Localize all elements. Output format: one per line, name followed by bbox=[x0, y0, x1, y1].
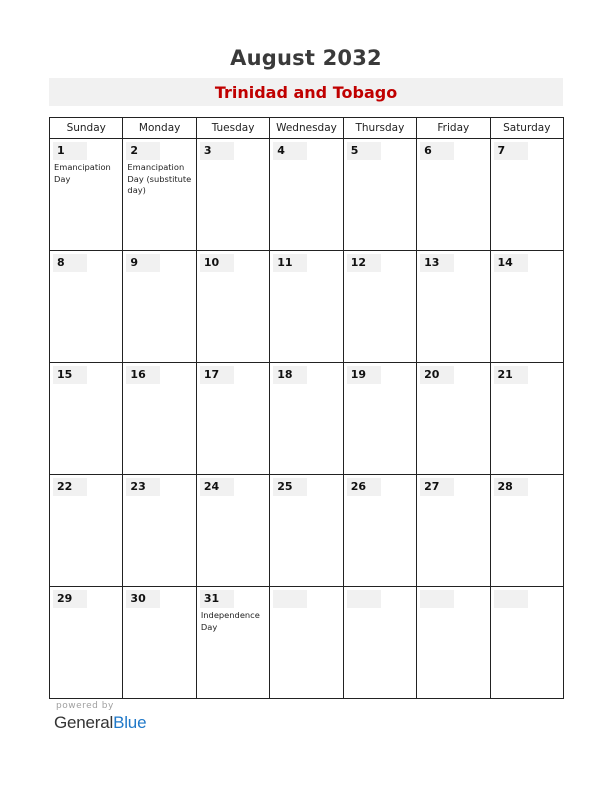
day-number: 10 bbox=[203, 256, 220, 269]
weekday-thursday: Thursday bbox=[343, 118, 416, 139]
day-cell bbox=[417, 139, 490, 251]
day-cell bbox=[343, 363, 416, 475]
empty-day-cell bbox=[343, 587, 416, 699]
day-number: 23 bbox=[130, 480, 146, 493]
day-number: 30 bbox=[130, 592, 146, 605]
day-number: 17 bbox=[203, 368, 220, 381]
day-number-box bbox=[494, 590, 528, 608]
day-cell bbox=[50, 475, 123, 587]
calendar-title: August 2032 bbox=[230, 46, 382, 70]
day-cell bbox=[490, 475, 563, 587]
weekday-friday: Friday bbox=[417, 118, 490, 139]
country-name: Trinidad and Tobago bbox=[214, 83, 398, 102]
day-cell bbox=[123, 587, 196, 699]
day-cell bbox=[196, 251, 269, 363]
brand-blue-text: Blue bbox=[113, 713, 147, 732]
day-number: 29 bbox=[57, 592, 73, 605]
day-cell bbox=[50, 587, 123, 699]
week-row bbox=[50, 139, 564, 251]
day-number: 24 bbox=[203, 480, 220, 493]
day-number: 11 bbox=[277, 256, 293, 269]
generalblue-logo[interactable] bbox=[54, 713, 146, 733]
day-cell bbox=[417, 363, 490, 475]
day-number: 26 bbox=[350, 480, 366, 493]
day-number: 16 bbox=[130, 368, 146, 381]
day-cell bbox=[196, 363, 269, 475]
day-number: 22 bbox=[57, 480, 73, 493]
day-cell bbox=[343, 251, 416, 363]
day-number: 31 bbox=[203, 592, 220, 605]
day-cell bbox=[490, 363, 563, 475]
day-cell bbox=[343, 139, 416, 251]
day-number: 5 bbox=[350, 144, 359, 157]
day-number: 12 bbox=[350, 256, 366, 269]
day-cell bbox=[196, 139, 269, 251]
day-number: 13 bbox=[424, 256, 440, 269]
day-number: 2 bbox=[130, 144, 139, 157]
day-cell bbox=[490, 139, 563, 251]
weekday-monday: Monday bbox=[123, 118, 196, 139]
empty-day-cell bbox=[417, 587, 490, 699]
day-number: 1 bbox=[57, 144, 65, 157]
weekday-header-row bbox=[50, 118, 564, 139]
powered-by-label: powered by bbox=[56, 701, 114, 711]
day-number: 4 bbox=[277, 144, 285, 157]
day-cell bbox=[417, 251, 490, 363]
week-row bbox=[50, 475, 564, 587]
calendar-body bbox=[50, 139, 564, 699]
day-number: 25 bbox=[277, 480, 293, 493]
day-cell bbox=[490, 251, 563, 363]
day-cell bbox=[50, 139, 123, 251]
day-number: 3 bbox=[203, 144, 212, 157]
day-number-box bbox=[347, 590, 381, 608]
day-number: 27 bbox=[424, 480, 440, 493]
day-number: 15 bbox=[57, 368, 73, 381]
day-cell bbox=[270, 139, 343, 251]
day-number: 7 bbox=[497, 144, 506, 157]
day-cell bbox=[50, 363, 123, 475]
day-number: 8 bbox=[57, 256, 65, 269]
day-number: 20 bbox=[424, 368, 440, 381]
week-row bbox=[50, 251, 564, 363]
day-cell bbox=[270, 475, 343, 587]
day-cell bbox=[196, 587, 269, 699]
day-cell bbox=[123, 475, 196, 587]
day-number: 14 bbox=[497, 256, 513, 269]
day-number: 28 bbox=[497, 480, 513, 493]
weekday-saturday: Saturday bbox=[490, 118, 563, 139]
weekday-wednesday: Wednesday bbox=[270, 118, 343, 139]
day-cell bbox=[270, 251, 343, 363]
day-cell bbox=[343, 475, 416, 587]
day-cell bbox=[270, 363, 343, 475]
day-cell bbox=[196, 475, 269, 587]
day-number: 19 bbox=[350, 368, 366, 381]
empty-day-cell bbox=[490, 587, 563, 699]
weekday-sunday: Sunday bbox=[50, 118, 123, 139]
day-number-box bbox=[420, 590, 454, 608]
day-number: 9 bbox=[130, 256, 139, 269]
day-cell bbox=[123, 363, 196, 475]
empty-day-cell bbox=[270, 587, 343, 699]
calendar-grid bbox=[49, 117, 564, 699]
holiday-label: Emancipation Day bbox=[54, 162, 111, 184]
weekday-tuesday: Tuesday bbox=[196, 118, 269, 139]
week-row bbox=[50, 587, 564, 699]
day-number: 18 bbox=[277, 368, 293, 381]
day-cell bbox=[123, 251, 196, 363]
week-row bbox=[50, 363, 564, 475]
holiday-label: Independence Day bbox=[200, 610, 260, 632]
day-number: 21 bbox=[497, 368, 513, 381]
day-cell bbox=[50, 251, 123, 363]
holiday-label: Emancipation Day (substitute day) bbox=[127, 162, 192, 195]
day-cell bbox=[417, 475, 490, 587]
day-number: 6 bbox=[424, 144, 432, 157]
brand-general-text: General bbox=[54, 713, 114, 732]
day-number-box bbox=[273, 590, 307, 608]
day-cell bbox=[123, 139, 196, 251]
